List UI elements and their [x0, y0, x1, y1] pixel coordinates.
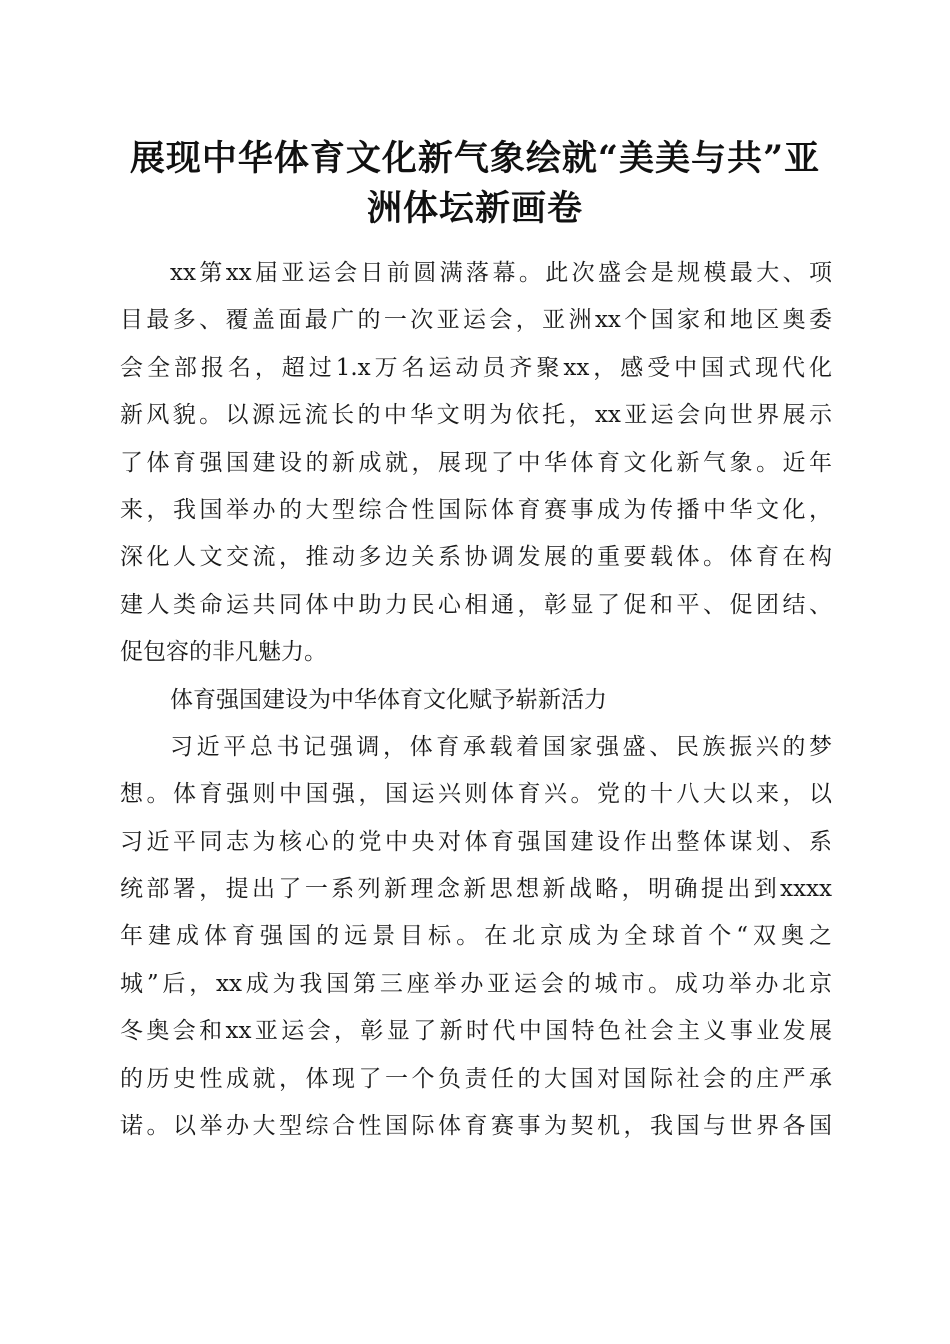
text-line: 城”后，xx成为我国第三座举办亚运会的城市。成功举办北京	[120, 970, 832, 997]
text-line: 冬奥会和xx亚运会，彰显了新时代中国特色社会主义事业发展	[120, 1018, 832, 1045]
text-line: 了体育强国建设的新成就，展现了中华体育文化新气象。近年	[120, 449, 832, 476]
title-line-2: 洲体坛新画卷	[366, 188, 583, 229]
text-line: 想。体育强则中国强，国运兴则体育兴。党的十八大以来，以	[120, 781, 832, 808]
text-line: 的历史性成就，体现了一个负责任的大国对国际社会的庄严承	[120, 1065, 832, 1092]
paragraph-1	[120, 250, 832, 677]
text-line: 新风貌。以源远流长的中华文明为依托，xx亚运会向世界展示	[120, 402, 832, 429]
text-line: 目最多、覆盖面最广的一次亚运会，亚洲xx个国家和地区奥委	[120, 307, 832, 334]
paragraph-2	[120, 724, 832, 1151]
text-line: 年建成体育强国的远景目标。在北京成为全球首个“双奥之	[120, 923, 832, 950]
text-line: 建人类命运共同体中助力民心相通，彰显了促和平、促团结、	[120, 591, 832, 618]
text-line: 会全部报名，超过1.x万名运动员齐聚xx，感受中国式现代化	[120, 354, 832, 381]
text-line: 来，我国举办的大型综合性国际体育赛事成为传播中华文化，	[120, 496, 832, 523]
section-heading-text: 体育强国建设为中华体育文化赋予崭新活力	[170, 686, 607, 713]
text-line: 深化人文交流，推动多边关系协调发展的重要载体。体育在构	[120, 544, 832, 571]
text-line: 促包容的非凡魅力。	[120, 639, 327, 666]
title-line-1: 展现中华体育文化新气象绘就“美美与共”亚	[129, 138, 821, 179]
text-line: xx第xx届亚运会日前圆满落幕。此次盛会是规模最大、项	[170, 260, 832, 286]
text-line: 诺。以举办大型综合性国际体育赛事为契机，我国与世界各国	[120, 1113, 832, 1140]
document-body	[120, 250, 832, 1150]
text-line: 统部署，提出了一系列新理念新思想新战略，明确提出到xxxx	[120, 876, 832, 903]
text-line: 习近平总书记强调，体育承载着国家强盛、民族振兴的梦	[170, 733, 832, 760]
section-heading	[120, 677, 832, 724]
text-line: 习近平同志为核心的党中央对体育强国建设作出整体谋划、系	[120, 828, 832, 855]
document-title	[100, 134, 850, 234]
